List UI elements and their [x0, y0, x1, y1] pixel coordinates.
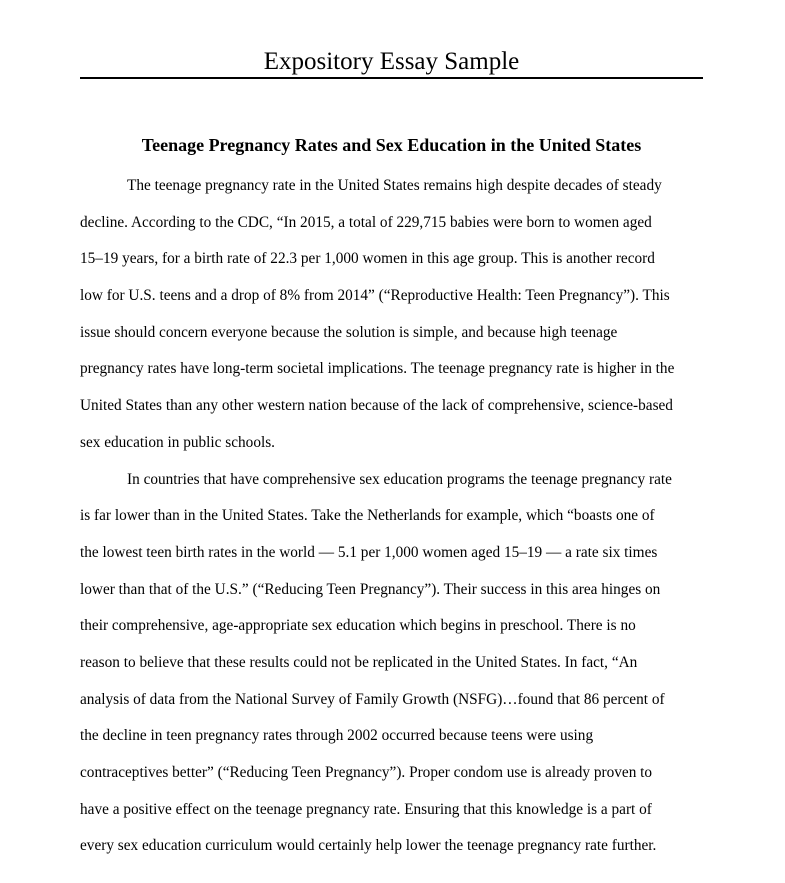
paragraph-line: contraceptives better” (“Reducing Teen Pregnancy”). Proper condom use is already proven to [80, 764, 653, 781]
paragraph-line: their comprehensive, age-appropriate sex education which begins in preschool. There is no [80, 617, 636, 635]
paragraph-line: is far lower than in the United States. Take the Netherlands for example, which “boasts one of [80, 507, 655, 525]
paragraph-line: pregnancy rates have long-term societal implications. The teenage pregnancy rate is higher in the [80, 360, 675, 378]
page-header-title: Expository Essay Sample [263, 48, 520, 75]
essay-title: Teenage Pregnancy Rates and Sex Education in the United States [141, 135, 642, 155]
paragraph-line: United States than any other western nation because of the lack of comprehensive, science-based [80, 397, 673, 415]
paragraph-line: lower than that of the U.S.” (“Reducing Teen Pregnancy”). Their success in this area hinges on [80, 580, 661, 598]
paragraph-line: 15–19 years, for a birth rate of 22.3 per 1,000 women in this age group. This is another record [80, 250, 655, 268]
paragraph-1 [80, 168, 720, 462]
paragraph-line: sex education in public schools. [80, 433, 275, 451]
paragraph-line: analysis of data from the National Survey of Family Growth (NSFG)…found that 86 percent of [80, 690, 665, 708]
paragraph-line: the lowest teen birth rates in the world — 5.1 per 1,000 women aged 15–19 — a rate six times [80, 543, 658, 561]
paragraph-line: issue should concern everyone because the solution is simple, and because high teenage [80, 323, 618, 341]
paragraph-line: decline. According to the CDC, “In 2015, a total of 229,715 babies were born to women aged [80, 213, 652, 231]
paragraph-2 [80, 462, 720, 866]
essay-body [80, 168, 720, 865]
paragraph-line: the decline in teen pregnancy rates through 2002 occurred because teens were using [80, 727, 594, 745]
paragraph-line: reason to believe that these results could not be replicated in the United States. In fact, “An [80, 653, 638, 671]
paragraph-line: every sex education curriculum would certainly help lower the teenage pregnancy rate further. [80, 837, 657, 855]
paragraph-line: low for U.S. teens and a drop of 8% from 2014” (“Reproductive Health: Teen Pregnancy”). This [80, 287, 670, 305]
paragraph-line: The teenage pregnancy rate in the United States remains high despite decades of steady [127, 177, 662, 194]
paragraph-line: have a positive effect on the teenage pregnancy rate. Ensuring that this knowledge is a part of [80, 800, 652, 818]
header-divider [80, 77, 703, 79]
paragraph-line: In countries that have comprehensive sex education programs the teenage pregnancy rate [127, 470, 672, 488]
